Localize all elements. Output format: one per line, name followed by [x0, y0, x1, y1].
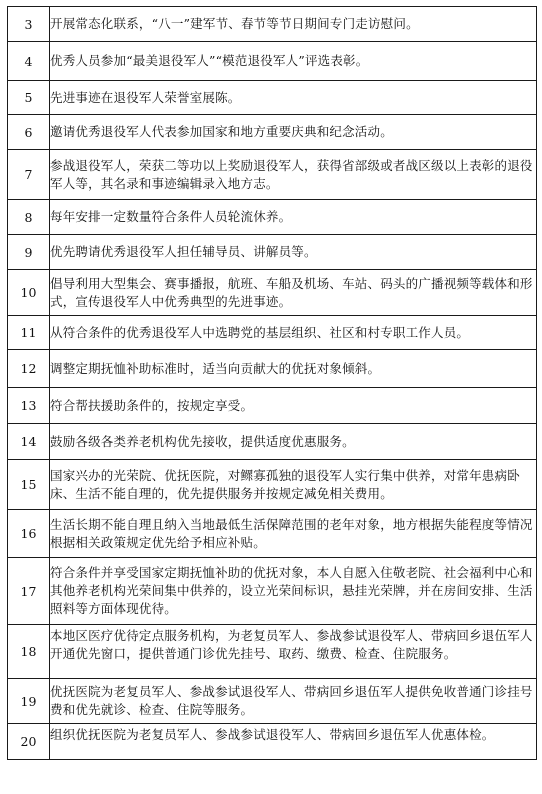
row-number: 13: [8, 388, 50, 424]
table-row: [8, 724, 537, 760]
row-text: 符合条件并享受国家定期抚恤补助的优抚对象，本人自愿入住敬老院、社会福利中心和其他养老机构光荣间集中供养的，设立光荣间标识，悬挂光荣牌，并在房间安排、生活照料等方面体现优待。: [50, 558, 537, 625]
row-text: 优抚医院为老复员军人、参战参试退役军人、带病回乡退伍军人提供免收普通门诊挂号费和优先就诊、检查、住院等服务。: [50, 679, 537, 724]
table-row: [8, 625, 537, 679]
table-row: [8, 270, 537, 316]
table-row: [8, 558, 537, 625]
row-text: 每年安排一定数量符合条件人员轮流休养。: [50, 200, 537, 235]
row-number: 8: [8, 200, 50, 235]
row-text: 鼓励各级各类养老机构优先接收，提供适度优惠服务。: [50, 424, 537, 460]
row-number: 12: [8, 350, 50, 388]
table-row: [8, 679, 537, 724]
table-row: [8, 42, 537, 81]
table-row: [8, 424, 537, 460]
row-text: 调整定期抚恤补助标准时，适当向贡献大的优抚对象倾斜。: [50, 350, 537, 388]
policy-table: [7, 6, 537, 760]
row-number: 17: [8, 558, 50, 625]
row-number: 15: [8, 460, 50, 510]
row-number: 5: [8, 81, 50, 115]
row-number: 18: [8, 625, 50, 679]
row-number: 4: [8, 42, 50, 81]
table-row: [8, 460, 537, 510]
table-row: [8, 115, 537, 150]
row-number: 16: [8, 510, 50, 558]
row-text: 开展常态化联系，“八一”建军节、春节等节日期间专门走访慰问。: [50, 7, 537, 42]
table-row: [8, 7, 537, 42]
row-number: 14: [8, 424, 50, 460]
table-row: [8, 150, 537, 200]
row-number: 6: [8, 115, 50, 150]
row-text: 倡导利用大型集会、赛事播报，航班、车船及机场、车站、码头的广播视频等载体和形式，宣传退役军人中优秀典型的先进事迹。: [50, 270, 537, 316]
row-number: 19: [8, 679, 50, 724]
row-number: 11: [8, 316, 50, 350]
row-text: 邀请优秀退役军人代表参加国家和地方重要庆典和纪念活动。: [50, 115, 537, 150]
table-row: [8, 200, 537, 235]
row-number: 3: [8, 7, 50, 42]
row-text: 参战退役军人，荣获二等功以上奖励退役军人，获得省部级或者战区级以上表彰的退役军人等，其名录和事迹编辑录入地方志。: [50, 150, 537, 200]
row-number: 7: [8, 150, 50, 200]
row-text: 组织优抚医院为老复员军人、参战参试退役军人、带病回乡退伍军人优惠体检。: [50, 724, 537, 760]
row-number: 9: [8, 235, 50, 270]
row-number: 10: [8, 270, 50, 316]
table-row: [8, 81, 537, 115]
table-row: [8, 316, 537, 350]
row-text: 符合帮扶援助条件的，按规定享受。: [50, 388, 537, 424]
table-row: [8, 235, 537, 270]
row-text: 优秀人员参加“最美退役军人”“模范退役军人”评选表彰。: [50, 42, 537, 81]
row-text: 国家兴办的光荣院、优抚医院，对鳏寡孤独的退役军人实行集中供养，对常年患病卧床、生活不能自理的，优先提供服务并按规定减免相关费用。: [50, 460, 537, 510]
row-text: 本地区医疗优待定点服务机构，为老复员军人、参战参试退役军人、带病回乡退伍军人开通优先窗口，提供普通门诊优先挂号、取药、缴费、检查、住院服务。: [50, 625, 537, 679]
table-row: [8, 510, 537, 558]
row-number: 20: [8, 724, 50, 760]
row-text: 生活长期不能自理且纳入当地最低生活保障范围的老年对象，地方根据失能程度等情况根据相关政策规定优先给予相应补贴。: [50, 510, 537, 558]
row-text: 从符合条件的优秀退役军人中选聘党的基层组织、社区和村专职工作人员。: [50, 316, 537, 350]
row-text: 先进事迹在退役军人荣誉室展陈。: [50, 81, 537, 115]
table-row: [8, 350, 537, 388]
table-row: [8, 388, 537, 424]
row-text: 优先聘请优秀退役军人担任辅导员、讲解员等。: [50, 235, 537, 270]
